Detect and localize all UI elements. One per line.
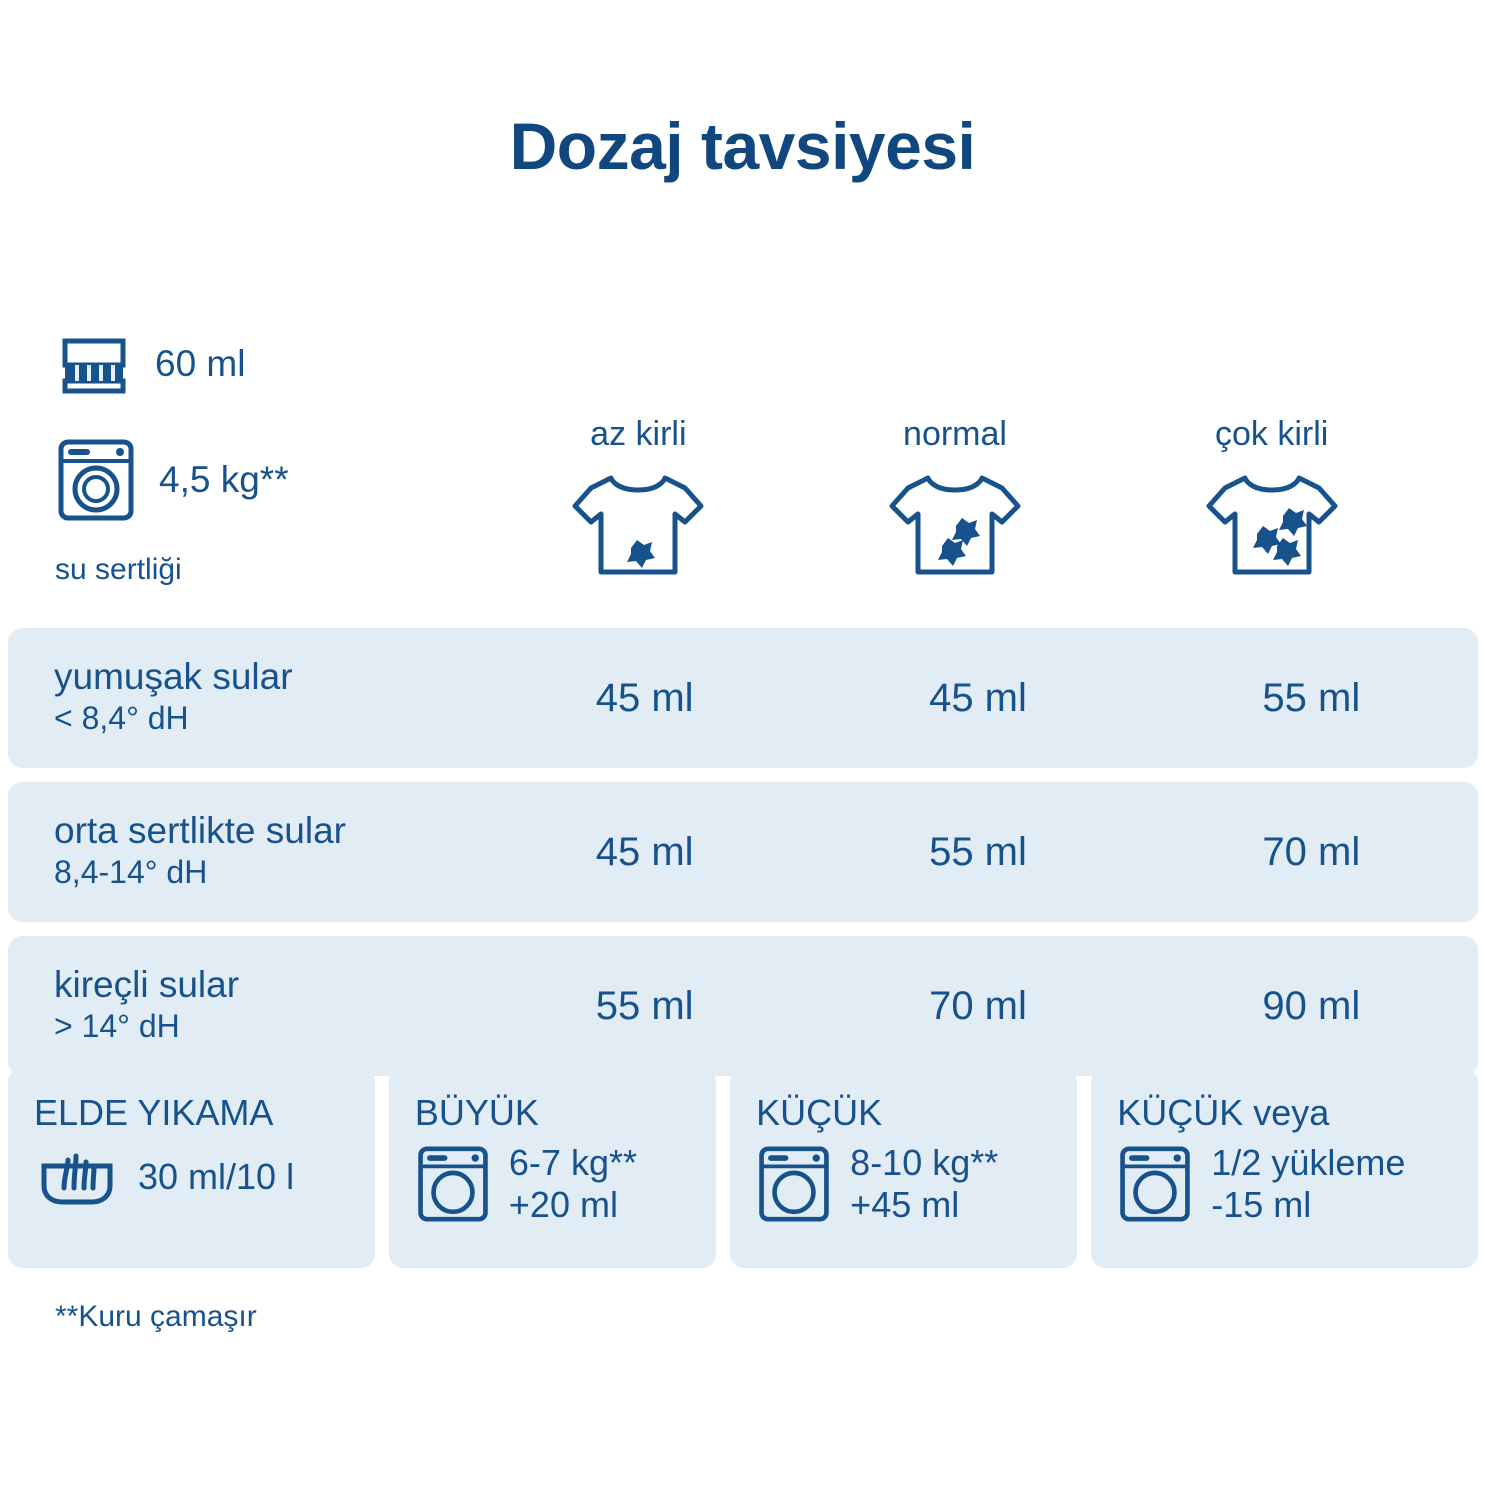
tshirt-heavy-soil-icon xyxy=(1113,460,1430,590)
card-line-2: +20 ml xyxy=(508,1184,618,1226)
row-label-soft xyxy=(8,656,478,739)
cell-hard-light: 55 ml xyxy=(595,983,694,1028)
additional-info-cards xyxy=(8,1068,1478,1268)
column-header-heavy xyxy=(1113,415,1430,590)
column-header-normal xyxy=(797,415,1114,590)
card-title: KÜÇÜK xyxy=(756,1092,883,1133)
cell-hard-heavy: 90 ml xyxy=(1262,983,1361,1028)
card-line-1: 6-7 kg** xyxy=(508,1142,637,1183)
card-line-1: 8-10 kg** xyxy=(850,1142,999,1183)
card-title: ELDE YIKAMA xyxy=(34,1092,274,1133)
table-row xyxy=(8,628,1478,768)
row-label-medium xyxy=(8,810,478,893)
measuring-cap-icon xyxy=(55,325,133,403)
card-hand-wash xyxy=(8,1068,375,1268)
card-small-load xyxy=(730,1068,1077,1268)
row-label-main: orta sertlikte sular xyxy=(54,810,346,852)
cap-dose-value: 60 ml xyxy=(155,343,246,384)
card-lines xyxy=(1211,1142,1405,1227)
card-body xyxy=(1117,1142,1478,1227)
row-label-main: yumuşak sular xyxy=(54,656,293,698)
row-values xyxy=(478,830,1478,875)
cell-soft-normal: 45 ml xyxy=(929,675,1027,720)
washing-machine-icon xyxy=(1117,1143,1193,1225)
card-large-load xyxy=(389,1068,716,1268)
column-header-light xyxy=(480,415,797,590)
row-values xyxy=(478,984,1478,1029)
card-line-2: +45 ml xyxy=(850,1184,960,1226)
row-label-hard xyxy=(8,964,478,1047)
card-line-2: -15 ml xyxy=(1211,1184,1312,1226)
washing-machine-icon xyxy=(756,1143,832,1225)
card-body xyxy=(34,1142,375,1212)
cell-soft-light: 45 ml xyxy=(595,675,694,720)
card-lines xyxy=(850,1142,998,1227)
card-title: KÜÇÜK veya xyxy=(1117,1092,1330,1133)
card-half-load xyxy=(1091,1068,1478,1268)
legend-row-load xyxy=(55,437,525,523)
column-headers xyxy=(480,415,1430,590)
card-body xyxy=(756,1142,1077,1227)
row-values xyxy=(478,676,1478,721)
row-label-sub: < 8,4° dH xyxy=(54,699,189,736)
legend-row-cap xyxy=(55,325,525,403)
tshirt-normal-soil-icon xyxy=(797,460,1114,590)
card-title: BÜYÜK xyxy=(414,1092,539,1133)
washing-machine-icon xyxy=(55,437,137,523)
card-line-1: 1/2 yükleme xyxy=(1211,1142,1406,1183)
card-line-1: 30 ml/10 l xyxy=(138,1155,295,1197)
row-label-sub: 8,4-14° dH xyxy=(54,853,208,890)
cell-medium-normal: 55 ml xyxy=(929,829,1027,874)
machine-load-value: 4,5 kg** xyxy=(159,459,289,500)
dosage-table xyxy=(8,628,1478,1090)
row-label-main: kireçli sular xyxy=(54,964,240,1006)
cell-medium-heavy: 70 ml xyxy=(1262,829,1361,874)
row-label-sub: > 14° dH xyxy=(54,1007,180,1044)
table-row xyxy=(8,936,1478,1076)
column-label-light: az kirli xyxy=(590,415,687,453)
water-hardness-caption: su sertliği xyxy=(55,553,182,586)
cell-soft-heavy: 55 ml xyxy=(1262,675,1361,720)
tshirt-light-soil-icon xyxy=(480,460,797,590)
washing-machine-icon xyxy=(415,1143,491,1225)
cell-hard-normal: 70 ml xyxy=(929,983,1027,1028)
page-title: Dozaj tavsiyesi xyxy=(509,109,976,183)
column-label-heavy: çok kirli xyxy=(1215,415,1329,453)
card-body xyxy=(415,1142,716,1227)
footnote: **Kuru çamaşır xyxy=(55,1300,257,1333)
cell-medium-light: 45 ml xyxy=(595,829,694,874)
column-label-normal: normal xyxy=(903,415,1007,453)
card-lines xyxy=(509,1142,637,1227)
hand-wash-icon xyxy=(34,1142,120,1212)
legend-block xyxy=(55,325,525,587)
table-row xyxy=(8,782,1478,922)
